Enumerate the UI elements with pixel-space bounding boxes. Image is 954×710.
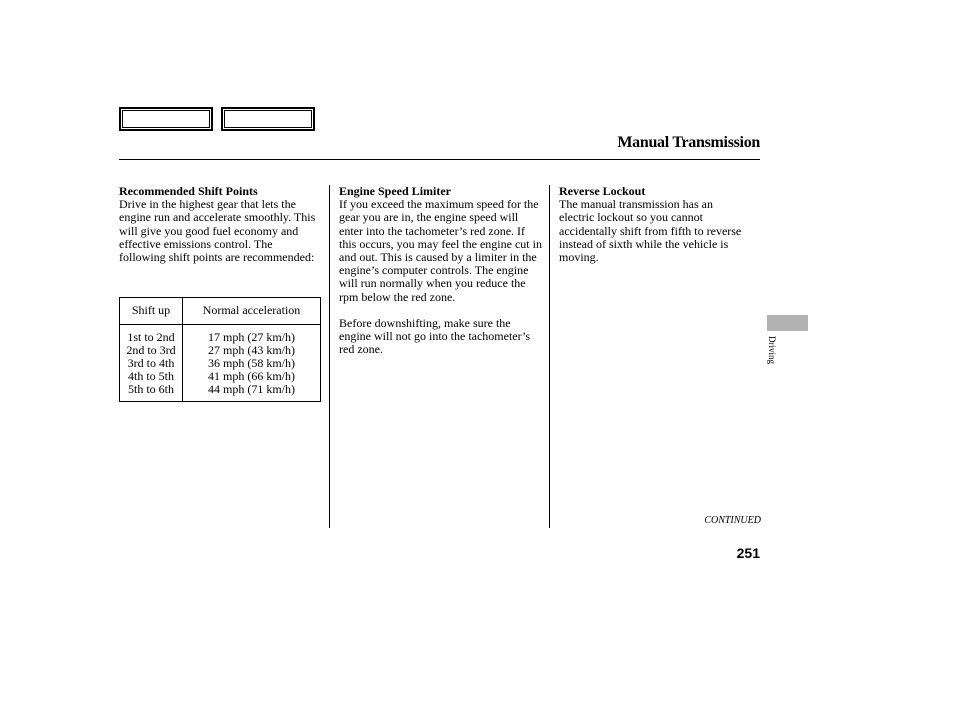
table-body <box>120 331 320 396</box>
section-label: Driving <box>767 336 777 364</box>
table-cell-shift: 1st to 2nd <box>127 330 175 344</box>
table-cell-speed: 27 mph (43 km/h) <box>208 343 295 357</box>
table-header-row <box>120 298 320 325</box>
previous-page-button[interactable] <box>119 107 213 131</box>
section-tab[interactable] <box>767 315 808 331</box>
continued-label: CONTINUED <box>704 515 761 526</box>
reverse-lockout-text: The manual transmission has an electric lockout so you cannot accidentally shift from fifth to reverse instead of sixth while the vehicle is moving. <box>559 197 742 265</box>
title-divider <box>119 159 760 160</box>
column-divider <box>549 185 550 528</box>
page-number: 251 <box>736 545 760 561</box>
column-reverse-lockout <box>559 185 749 264</box>
table-header-shift: Shift up <box>131 303 171 317</box>
column-divider <box>329 185 330 528</box>
table-cell-speed: 44 mph (71 km/h) <box>208 382 295 396</box>
next-page-button[interactable] <box>221 107 315 131</box>
column-speed-limiter <box>339 185 544 356</box>
heading-speed-limiter: Engine Speed Limiter <box>339 184 452 198</box>
heading-shift-points: Recommended Shift Points <box>119 184 258 198</box>
shift-points-table <box>119 297 321 402</box>
table-row <box>120 383 320 396</box>
shift-points-text: Drive in the highest gear that lets the engine run and accelerate smoothly. This will give you good fuel economy and effective emissions control. The following shift points are recommended: <box>119 197 316 265</box>
table-header-acceleration: Normal acceleration <box>202 303 301 317</box>
table-cell-speed: 36 mph (58 km/h) <box>208 356 295 370</box>
table-cell-speed: 41 mph (66 km/h) <box>208 369 295 383</box>
page-title: Manual Transmission <box>617 134 760 151</box>
downshift-text: Before downshifting, make sure the engine will not go into the tachometer’s red zone. <box>339 315 531 357</box>
speed-limiter-text: If you exceed the maximum speed for the gear you are in, the engine speed will enter into the tachometer’s red zone. If this occurs, you may feel the engine cut in and out. This is caused by a limiter in the engine’s computer controls. The engine will run normally when you reduce the rpm below the red zone. <box>339 197 542 304</box>
table-cell-speed: 17 mph (27 km/h) <box>208 330 295 344</box>
heading-reverse-lockout: Reverse Lockout <box>559 184 646 198</box>
table-cell-shift: 3rd to 4th <box>127 356 175 370</box>
table-cell-shift: 5th to 6th <box>127 382 174 396</box>
table-cell-shift: 4th to 5th <box>127 369 174 383</box>
column-shift-points <box>119 185 319 264</box>
table-cell-shift: 2nd to 3rd <box>126 343 176 357</box>
